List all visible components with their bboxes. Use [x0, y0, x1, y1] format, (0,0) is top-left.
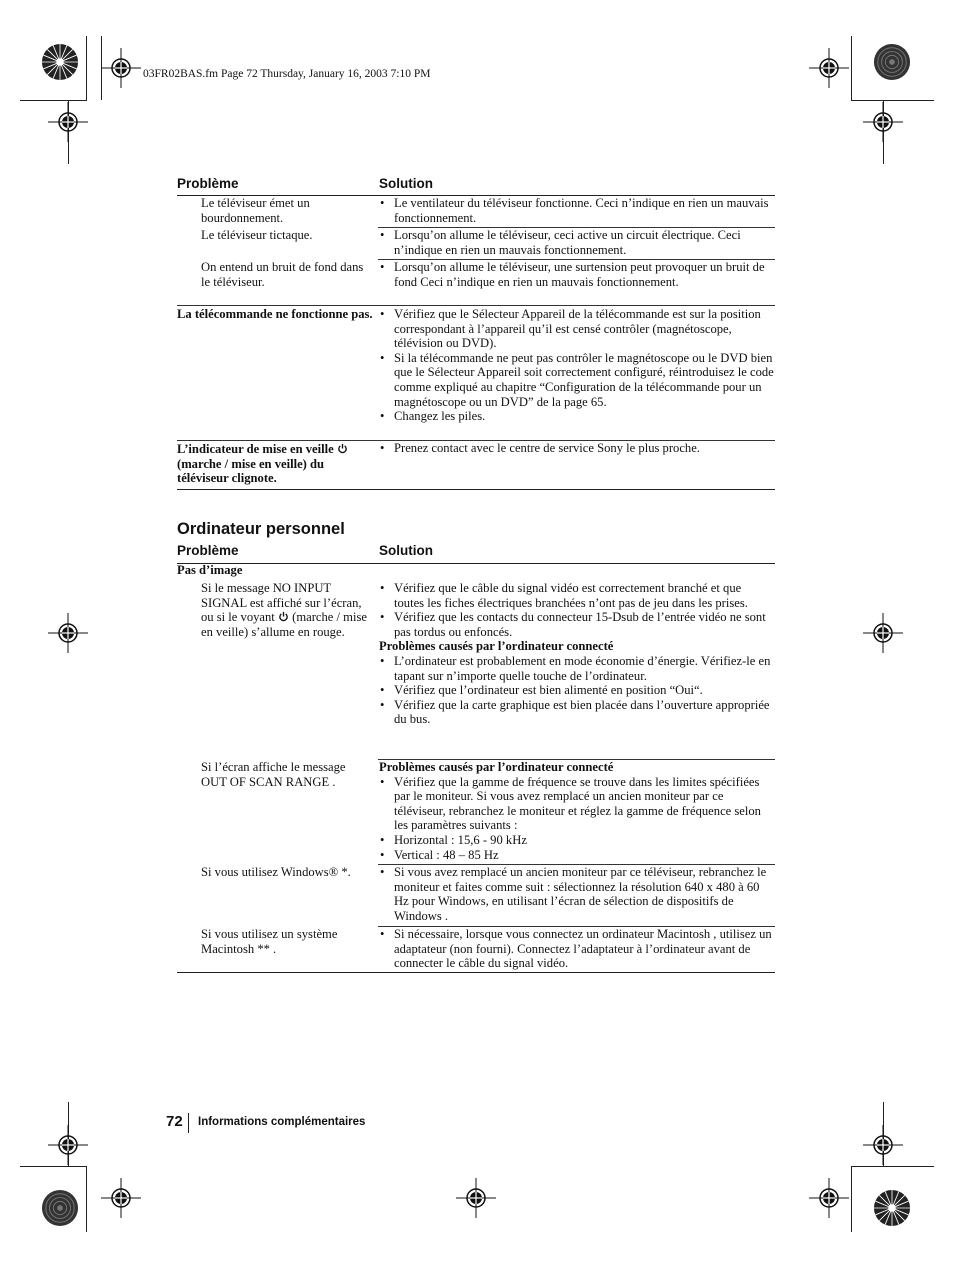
crop-line: [851, 1166, 852, 1232]
solution-bullet: • Vérifiez que le câble du signal vidéo est correctement branché et que toutes les fiches électriques branchées n’ont pas de jeu dans les prises.: [379, 581, 774, 610]
crosshair-registration-icon: [456, 1178, 496, 1218]
solution-bullet: • Lorsqu’on allume le téléviseur, une surtension peut provoquer un bruit de fond Ceci n’indique en rien un mauvais fonctionnement.: [379, 260, 774, 289]
crosshair-registration-icon: [101, 48, 141, 88]
column-header-problem: Problème: [177, 543, 239, 558]
footer-section-title: Informations complémentaires: [198, 1116, 366, 1128]
solution-bullet: • Vérifiez que l’ordinateur est bien alimenté en position “Oui“.: [379, 683, 774, 698]
problem-cell: La télécommande ne fonctionne pas.: [177, 307, 373, 321]
solution-bullet: • Vérifiez que les contacts du connecteur 15-Dsub de l’entrée vidéo ne sont pas tordus ou enfoncés.: [379, 610, 774, 639]
solution-bullet: • Si nécessaire, lorsque vous connectez un ordinateur Macintosh , utilisez un adaptateur (non fourni). Connectez l’adaptateur à l’ordinateur avant de connecter le câble du signal vidéo.: [379, 927, 774, 971]
crosshair-registration-icon: [863, 102, 903, 142]
solution-cell: [379, 196, 774, 225]
table-rule: [177, 489, 775, 490]
solution-subheading: Problèmes causés par l’ordinateur connecté: [379, 639, 614, 654]
solution-cell: [379, 228, 774, 257]
section-title: Ordinateur personnel: [177, 520, 345, 538]
starburst-wheel-icon: [873, 43, 911, 81]
problem-text: (marche / mise en veille) s’allume en rouge.: [201, 610, 367, 639]
crosshair-registration-icon: [863, 613, 903, 653]
solution-bullet: • L’ordinateur est probablement en mode économie d’énergie. Vérifiez-le en tapant sur n’importe quelle touche de l’ordinateur.: [379, 654, 774, 683]
solution-cell: [379, 581, 774, 727]
solution-cell: [379, 927, 774, 971]
starburst-wheel-icon: [41, 1189, 79, 1227]
solution-bullet: • Si vous avez remplacé un ancien moniteur par ce téléviseur, rebranchez le moniteur et faites comme suit : sélectionnez la résolution 640 x 480 à 60 Hz pour Windows, en utilisant l’écran de sélection de dispositifs de Windows .: [379, 865, 774, 923]
solution-cell: [379, 441, 774, 456]
power-standby-icon: [278, 611, 289, 622]
column-header-solution: Solution: [379, 176, 433, 191]
problem-cell: On entend un bruit de fond dans le téléviseur.: [201, 260, 364, 289]
footer-divider: [188, 1113, 189, 1133]
crosshair-registration-icon: [48, 613, 88, 653]
problem-cell: [201, 581, 377, 639]
solution-bullet: • Prenez contact avec le centre de service Sony le plus proche.: [379, 441, 774, 456]
solution-bullet: • Horizontal : 15,6 - 90 kHz: [379, 833, 774, 848]
row-divider: [177, 305, 775, 306]
solution-cell: [379, 260, 774, 289]
problem-text: (marche / mise en veille) du téléviseur clignote.: [177, 456, 325, 486]
table-rule: [177, 563, 775, 564]
crop-line: [86, 36, 87, 101]
solution-cell: [379, 865, 774, 923]
solution-bullet: • Lorsqu’on allume le téléviseur, ceci active un circuit électrique. Ceci n’indique en rien un mauvais fonctionnement.: [379, 228, 774, 257]
solution-subheading: Problèmes causés par l’ordinateur connecté: [379, 760, 614, 774]
solution-bullet: • Vérifiez que le Sélecteur Appareil de la télécommande est sur la position correspondant à l’appareil qu’il est censé contrôler (magnétoscope, télévision ou DVD).: [379, 307, 774, 351]
problem-cell: Si vous utilisez un système Macintosh ** .: [201, 927, 338, 956]
problem-cell: Le téléviseur émet un bourdonnement.: [201, 196, 310, 225]
crop-line: [851, 1166, 934, 1167]
crop-line: [851, 36, 852, 101]
file-info-header: 03FR02BAS.fm Page 72 Thursday, January 16, 2003 7:10 PM: [143, 68, 431, 80]
column-header-problem: Problème: [177, 176, 239, 191]
crop-line: [20, 100, 86, 101]
problem-cell: Si l’écran affiche le message OUT OF SCAN RANGE .: [201, 760, 346, 789]
crop-line: [20, 1166, 86, 1167]
solution-bullet: • Vertical : 48 – 85 Hz: [379, 848, 774, 863]
solution-bullet: • Changez les piles.: [379, 409, 774, 424]
column-header-solution: Solution: [379, 543, 433, 558]
problem-text: Si le message NO INPUT SIGNAL est affiché sur l’écran, ou si le voyant: [201, 581, 362, 625]
solution-bullet: • Vérifiez que la carte graphique est bien placée dans l’ouverture appropriée du bus.: [379, 698, 774, 727]
page-number: 72: [166, 1113, 183, 1130]
solution-cell: [379, 307, 774, 424]
problem-group-heading: Pas d’image: [177, 563, 243, 577]
solution-bullet: • Le ventilateur du téléviseur fonctionne. Ceci n’indique en rien un mauvais fonctionnement.: [379, 196, 774, 225]
crosshair-registration-icon: [809, 1178, 849, 1218]
solution-cell: [379, 760, 774, 862]
crosshair-registration-icon: [809, 48, 849, 88]
crop-line: [851, 100, 934, 101]
problem-cell: Le téléviseur tictaque.: [201, 228, 313, 242]
starburst-wheel-icon: [41, 43, 79, 81]
solution-bullet: • Vérifiez que la gamme de fréquence se trouve dans les limites spécifiées par le moniteur. Si vous avez remplacé un ancien moniteur par ce téléviseur, rebranchez le moniteur et réglez la gamme de fréquence selon les paramètres suivants :: [379, 775, 774, 833]
crosshair-registration-icon: [863, 1125, 903, 1165]
problem-text: L’indicateur de mise en veille: [177, 442, 334, 456]
problem-cell: Si vous utilisez Windows® *.: [201, 865, 351, 879]
crosshair-registration-icon: [48, 1125, 88, 1165]
solution-bullet: • Si la télécommande ne peut pas contrôler le magnétoscope ou le DVD bien que le Sélecteur Appareil soit correctement configuré, réintroduisez le code comme expliqué au chapitre “Configuration de la télécommande pour un magnétoscope ou un DVD” de la page 65.: [379, 351, 774, 409]
problem-cell: [177, 442, 377, 486]
crosshair-registration-icon: [48, 102, 88, 142]
power-standby-icon: [337, 443, 348, 454]
crosshair-registration-icon: [101, 1178, 141, 1218]
crop-line: [86, 1166, 87, 1232]
table-rule: [177, 972, 775, 973]
starburst-wheel-icon: [873, 1189, 911, 1227]
